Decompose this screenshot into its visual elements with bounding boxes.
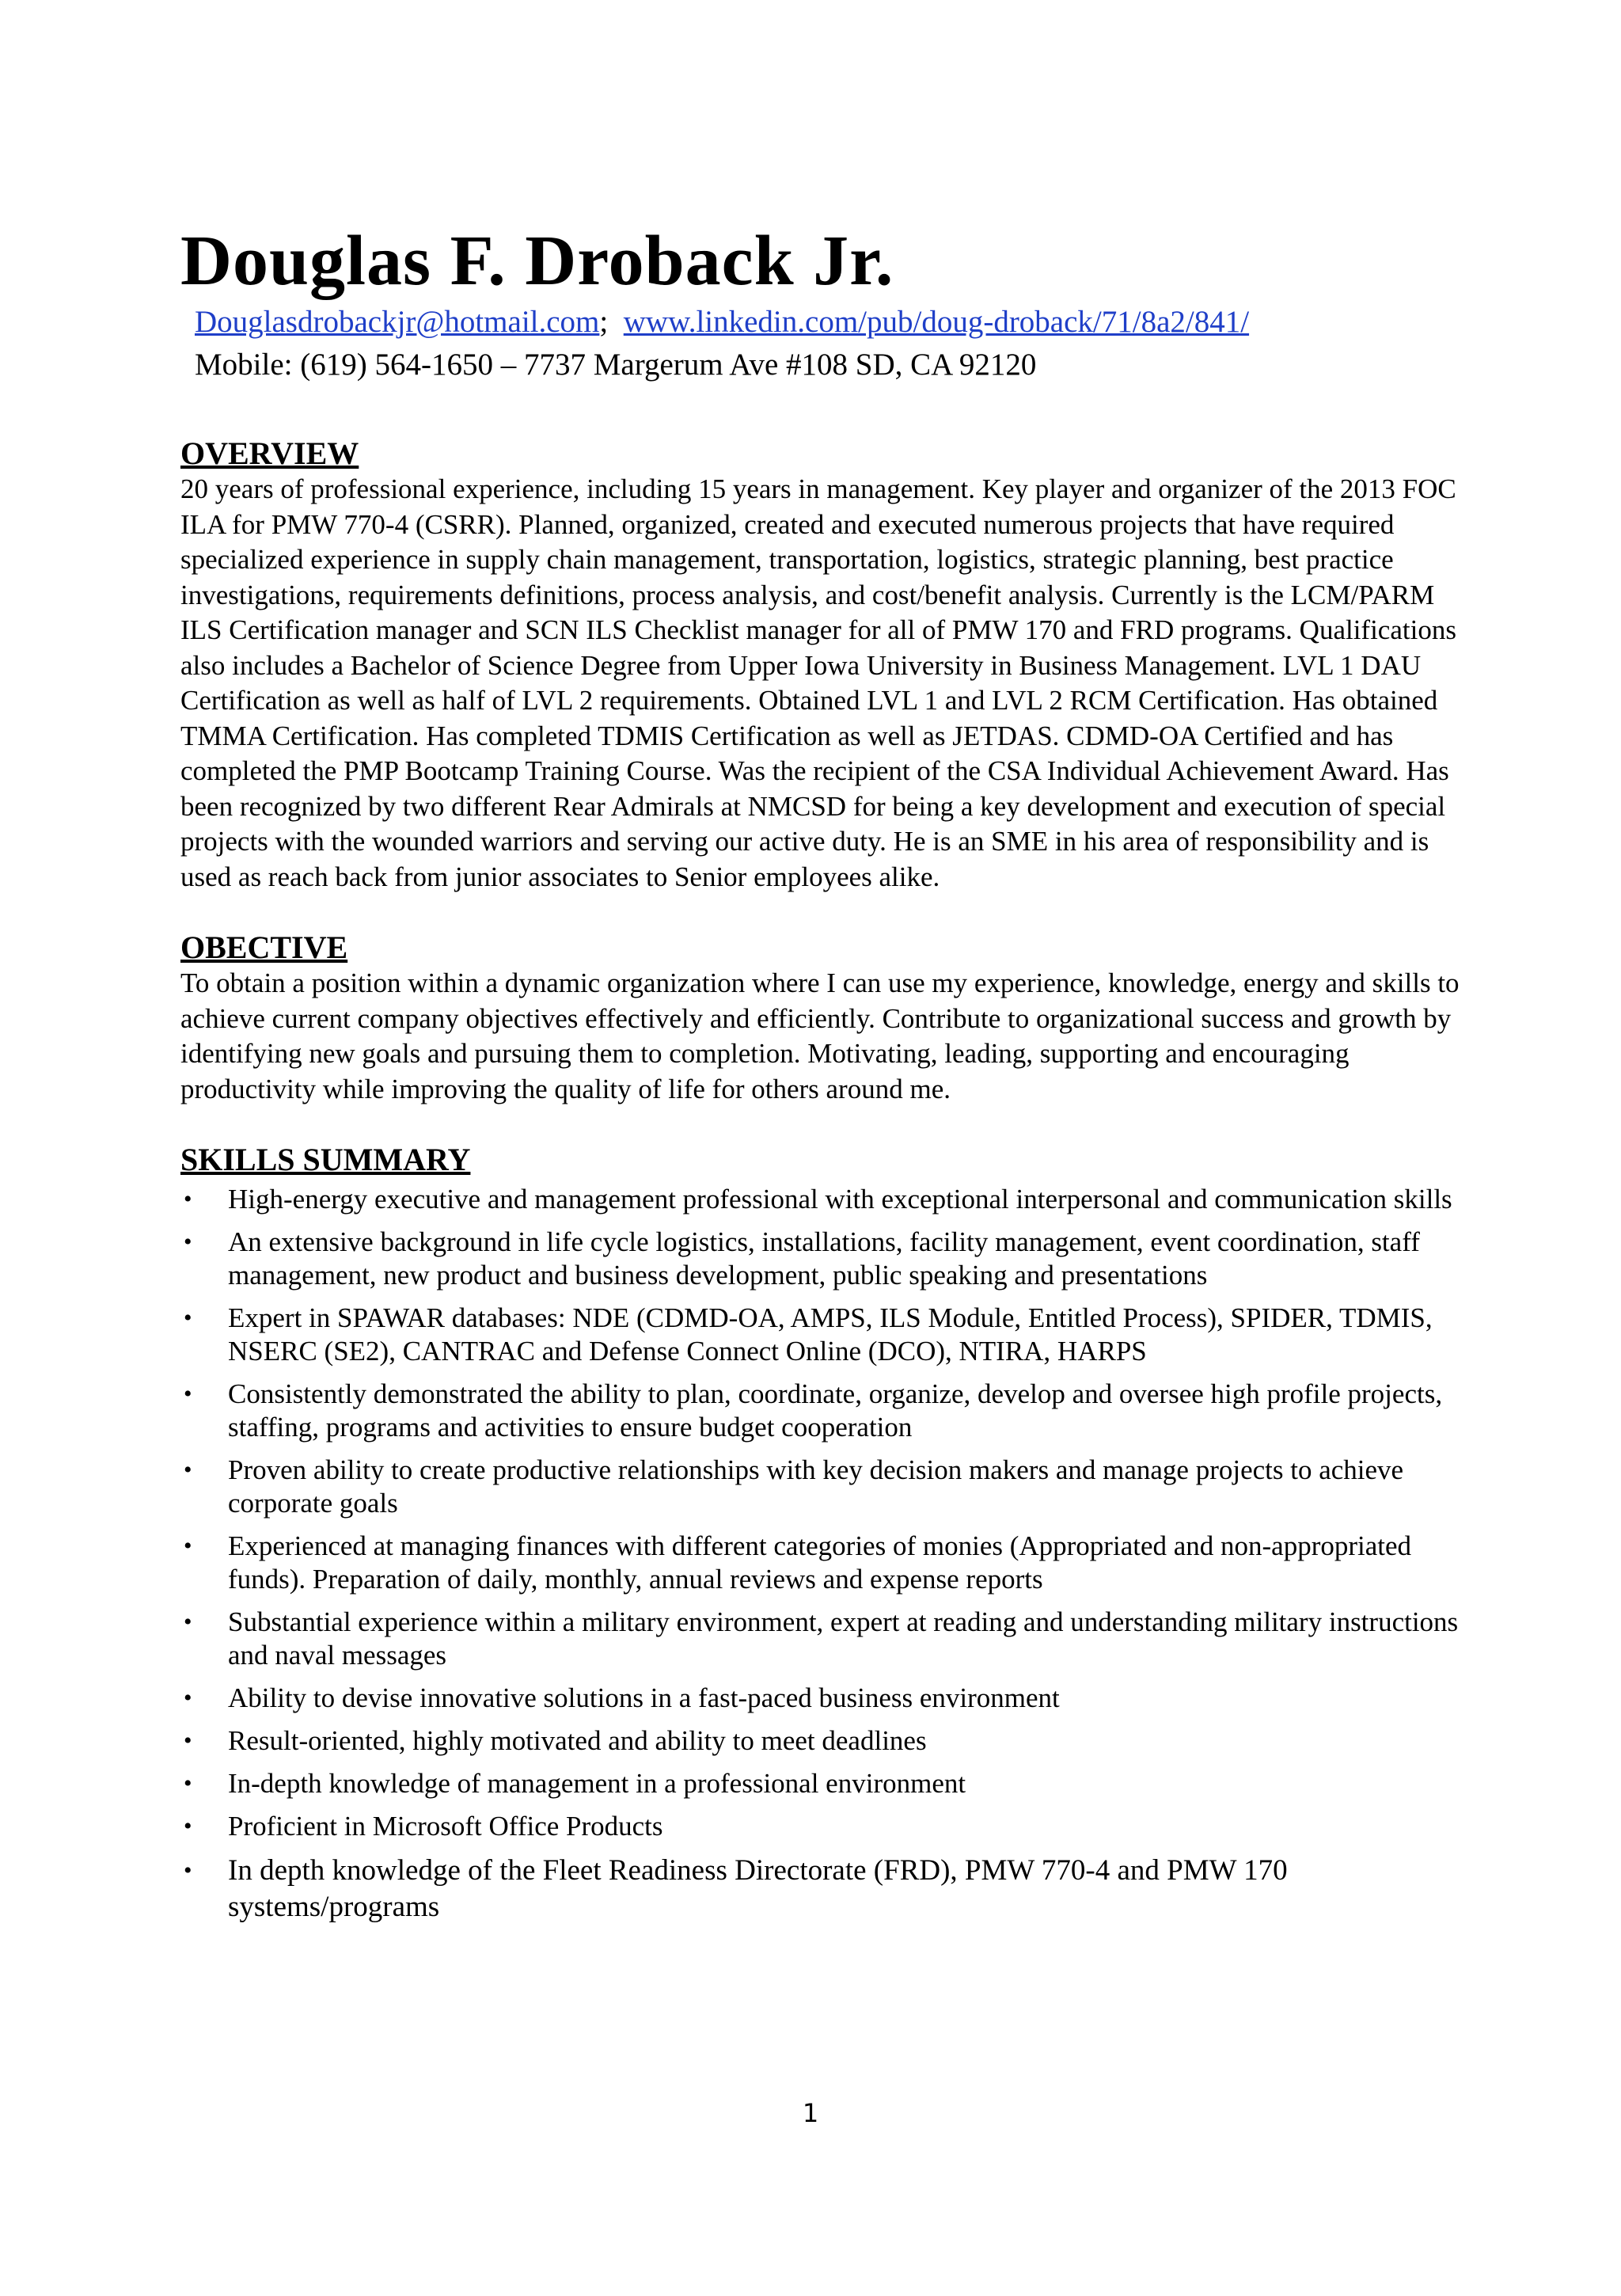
skill-text: Ability to devise innovative solutions in a fast-paced business environment [228, 1682, 1060, 1713]
bullet-icon: • [184, 1533, 192, 1559]
list-item [180, 1183, 1463, 1216]
linkedin-link[interactable]: www.linkedin.com/pub/doug-droback/71/8a2/841/ [623, 305, 1250, 339]
list-item [180, 1682, 1463, 1715]
skill-text: Result-oriented, highly motivated and ability to meet deadlines [228, 1725, 927, 1756]
skill-text: In-depth knowledge of management in a professional environment [228, 1768, 966, 1799]
bullet-icon: • [184, 1770, 192, 1796]
list-item [180, 1606, 1463, 1672]
list-item [180, 1810, 1463, 1843]
bullet-icon: • [184, 1305, 192, 1331]
skill-text: Proven ability to create productive relationships with key decision makers and manage projects to achieve corporate goals [228, 1454, 1404, 1519]
email-link[interactable]: Douglasdrobackjr@hotmail.com [195, 305, 600, 339]
skill-text: Proficient in Microsoft Office Products [228, 1811, 663, 1842]
list-item [180, 1530, 1463, 1596]
list-item [180, 1454, 1463, 1520]
overview-text: 20 years of professional experience, including 15 years in management. Key player and organizer of the 2013 FOC ILA for PMW 770-4 (CSRR). Planned, organized, created and executed numerous projects that have required specialized experience in supply chain management, transportation, logistics, strategic planning, best practice investigations, requirements definitions, process analysis, and cost/benefit analysis. Currently is the LCM/PARM ILS Certification manager and SCN ILS Checklist manager for all of PMW 170 and FRD programs. Qualifications also includes a Bachelor of Science Degree from Upper Iowa University in Business Management. LVL 1 DAU Certification as well as half of LVL 2 requirements. Obtained LVL 1 and LVL 2 RCM Certification. Has obtained TMMA Certification. Has completed TDMIS Certification as well as JETDAS. CDMD-OA Certified and has completed the PMP Bootcamp Training Course. Was the recipient of the CSA Individual Achievement Award. Has been recognized by two different Rear Admirals at NMCSD for being a key development and execution of special projects with the wounded warriors and serving our active duty. He is an SME in his area of responsibility and is used as reach back from junior associates to Senior employees alike. [180, 473, 1456, 892]
bullet-icon: • [184, 1813, 192, 1839]
mobile-address-line: Mobile: (619) 564-1650 – 7737 Margerum Ave #108 SD, CA 92120 [195, 348, 1037, 382]
list-item [180, 1302, 1463, 1368]
objective-text: To obtain a position within a dynamic organization where I can use my experience, knowledge, energy and skills to achieve current company objectives effectively and efficiently. Contribute to organizational success and growth by identifying new goals and pursuing them to completion. Motivating, leading, supporting and encouraging productivity while improving the quality of life for others around me. [180, 967, 1460, 1104]
bullet-icon: • [184, 1685, 192, 1711]
contact-links-line [195, 301, 1463, 344]
skill-text: Substantial experience within a military environment, expert at reading and understanding military instructions and naval messages [228, 1606, 1459, 1671]
list-item [180, 1724, 1463, 1758]
objective-heading: OBECTIVE [180, 929, 348, 965]
overview-heading: OVERVIEW [180, 435, 359, 471]
skill-text: High-energy executive and management professional with exceptional interpersonal and communication skills [228, 1184, 1452, 1215]
bullet-icon: • [184, 1381, 192, 1407]
bullet-icon: • [184, 1186, 192, 1212]
bullet-icon: • [184, 1728, 192, 1754]
bullet-icon: • [184, 1857, 192, 1884]
skill-text: An extensive background in life cycle logistics, installations, facility management, event coordination, staff management, new product and business development, public speaking and presentations [228, 1226, 1420, 1291]
candidate-name: Douglas F. Droback Jr. [180, 222, 894, 300]
skills-list [180, 1183, 1463, 1925]
resume-content [180, 222, 1463, 1935]
skill-text: Experienced at managing finances with different categories of monies (Appropriated and non-appropriated funds). Preparation of daily, monthly, annual reviews and expense reports [228, 1530, 1412, 1595]
list-item [180, 1767, 1463, 1800]
skills-summary-heading: SKILLS SUMMARY [180, 1142, 471, 1177]
list-item [180, 1226, 1463, 1292]
page-number: 1 [802, 2098, 819, 2128]
bullet-icon: • [184, 1457, 192, 1483]
list-item [180, 1853, 1463, 1925]
skill-text: In depth knowledge of the Fleet Readiness Directorate (FRD), PMW 770-4 and PMW 170 systems/programs [228, 1854, 1288, 1923]
contact-separator: ; [599, 305, 609, 339]
skill-text: Consistently demonstrated the ability to plan, coordinate, organize, develop and oversee high profile projects, staffing, programs and activities to ensure budget cooperation [228, 1378, 1443, 1443]
skill-text: Expert in SPAWAR databases: NDE (CDMD-OA, AMPS, ILS Module, Entitled Process), SPIDER, TDMIS, NSERC (SE2), CANTRAC and Defense Connect Online (DCO), NTIRA, HARPS [228, 1302, 1433, 1367]
bullet-icon: • [184, 1229, 192, 1255]
list-item [180, 1378, 1463, 1444]
bullet-icon: • [184, 1609, 192, 1635]
